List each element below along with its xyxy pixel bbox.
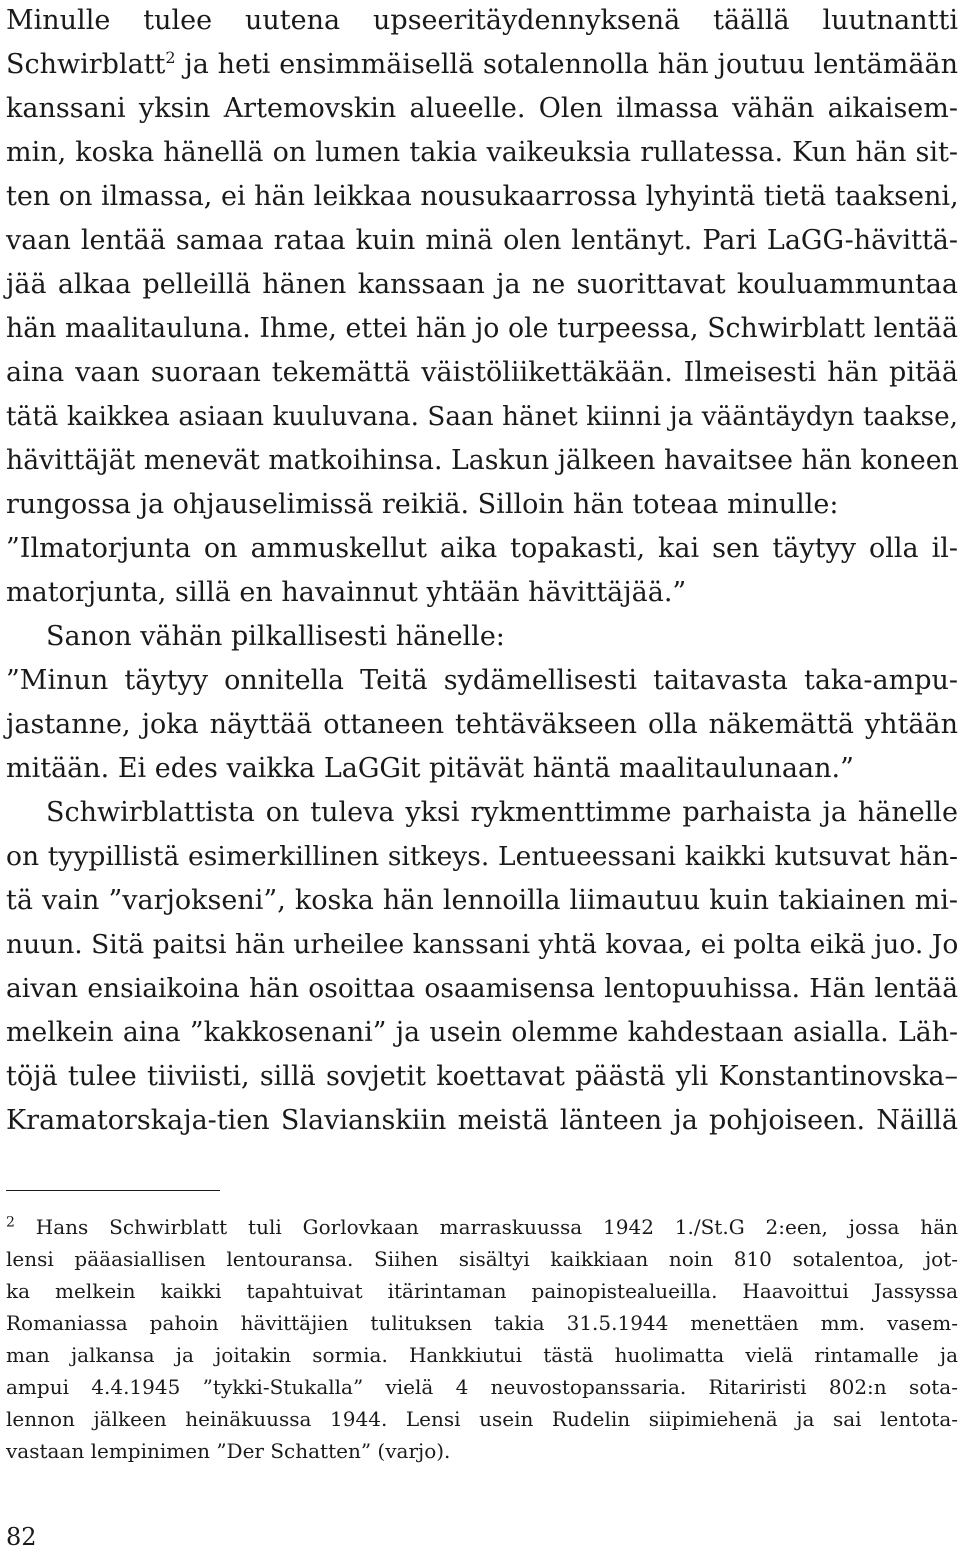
body-line-indented: Sanon vähän pilkallisesti hänelle: <box>46 621 505 652</box>
footnote-line <box>6 1211 958 1243</box>
footnote-line-text: Hans Schwirblatt tuli Gorlovkaan marraskuussa 1942 1./St.G 2:een, jossa hän <box>35 1215 958 1239</box>
footnote-divider <box>6 1190 220 1191</box>
body-line: Kramatorskaja-tien Slavianskiin meistä länteen ja pohjoiseen. Näillä <box>6 1105 958 1136</box>
footnote-line: vastaan lempinimen ”Der Schatten” (varjo). <box>6 1439 451 1463</box>
footnote-line: ka melkein kaikki tapahtuivat itärintaman painopistealueilla. Haavoittui Jassyssa <box>6 1279 958 1303</box>
footnote-line: lensi pääasiallisen lentouransa. Siihen sisältyi kaikkiaan noin 810 sotalentoa, jot- <box>6 1247 958 1271</box>
body-line: ten on ilmassa, ei hän leikkaa nousukaarrossa lyhyintä tietä taakseni, <box>6 181 959 212</box>
body-line: aivan ensiaikoina hän osoittaa osaamisensa lentopuuhissa. Hän lentää <box>6 973 958 1004</box>
footnote-line: ampui 4.4.1945 ”tykki-Stukalla” vielä 4 neuvostopanssaria. Ritariristi 802:n sota- <box>6 1375 958 1399</box>
body-line: min, koska hänellä on lumen takia vaikeuksia rullatessa. Kun hän sit- <box>6 137 958 168</box>
body-line: melkein aina ”kakkosenani” ja usein olemme kahdestaan asialla. Läh- <box>6 1017 958 1048</box>
footnote-line: lennon jälkeen heinäkuussa 1944. Lensi usein Rudelin siipimiehenä ja sai lentota- <box>6 1407 958 1431</box>
body-line: kanssani yksin Artemovskin alueelle. Olen ilmassa vähän aikaisem- <box>6 93 958 124</box>
body-line: Minulle tulee uutena upseeritäydennyksenä täällä luutnantti <box>6 5 958 36</box>
body-line: tä vain ”varjokseni”, koska hän lennoilla liimautuu kuin takiainen mi- <box>6 885 958 916</box>
quote-line: matorjunta, sillä en havainnut yhtään hävittäjää.” <box>6 577 687 608</box>
footnote-reference: 2 <box>165 48 176 67</box>
body-line: hän maalitauluna. Ihme, ettei hän jo ole turpeessa, Schwirblatt lentää <box>6 313 958 344</box>
body-line-rest: ja heti ensimmäisellä sotalennolla hän joutuu lentämään <box>184 49 958 80</box>
footnote-line: man jalkansa ja joitakin sormia. Hankkiutui tästä huolimatta vielä rintamalle ja <box>6 1343 958 1367</box>
body-line: on tyypillistä esimerkillinen sitkeys. Lentueessani kaikki kutsuvat hän- <box>6 841 958 872</box>
page-number: 82 <box>6 1523 37 1551</box>
body-line: aina vaan suoraan tekemättä väistöliikettäkään. Ilmeisesti hän pitää <box>6 357 958 388</box>
book-page <box>6 0 958 1556</box>
quote-line: ”Ilmatorjunta on ammuskellut aika topakasti, kai sen täytyy olla il- <box>6 533 958 564</box>
quote-line: ”Minun täytyy onnitella Teitä sydämellisesti taitavasta taka-ampu- <box>6 665 958 696</box>
body-line: nuun. Sitä paitsi hän urheilee kanssani yhtä kovaa, ei polta eikä juo. Jo <box>6 929 959 960</box>
body-line: jää alkaa pelleillä hänen kanssaan ja ne suorittavat kouluammuntaa <box>6 269 958 300</box>
quote-line: jastanne, joka näyttää ottaneen tehtäväkseen olla näkemättä yhtään <box>6 709 958 740</box>
surname-schwirblatt: Schwirblatt <box>6 49 166 80</box>
body-line: töjä tulee tiiviisti, sillä sovjetit koettavat päästä yli Konstantinovska– <box>6 1061 958 1092</box>
body-line: vaan lentää samaa rataa kuin minä olen lentänyt. Pari LaGG-hävittä- <box>6 225 958 256</box>
quote-line: mitään. Ei edes vaikka LaGGit pitävät häntä maalitaulunaan.” <box>6 753 854 784</box>
body-line: rungossa ja ohjauselimissä reikiä. Silloin hän toteaa minulle: <box>6 489 839 520</box>
footnote-marker: 2 <box>6 1214 15 1231</box>
body-line <box>6 42 958 88</box>
body-line-indented: Schwirblattista on tuleva yksi rykmenttimme parhaista ja hänelle <box>46 797 958 828</box>
body-line: tätä kaikkea asiaan kuuluvana. Saan hänet kiinni ja vääntäydyn taakse, <box>6 402 958 432</box>
body-line: hävittäjät menevät matkoihinsa. Laskun jälkeen havaitsee hän koneen <box>6 445 959 476</box>
footnote-line: Romaniassa pahoin hävittäjien tulituksen takia 31.5.1944 menettäen mm. vasem- <box>6 1311 958 1335</box>
